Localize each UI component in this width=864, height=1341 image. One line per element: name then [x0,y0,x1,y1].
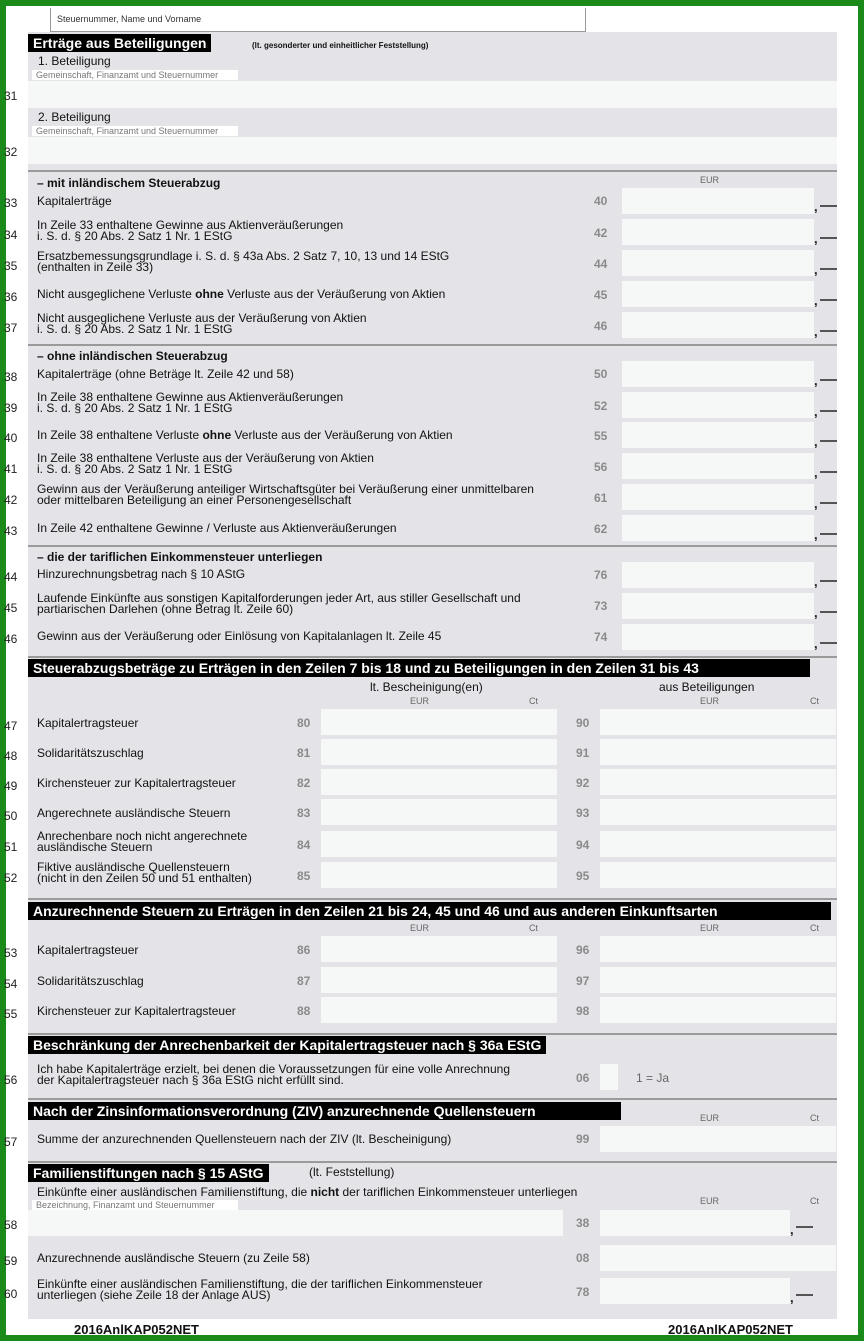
divider [28,545,837,547]
amount-input[interactable] [622,562,814,588]
divider [28,170,837,172]
name-field-label: Steuernummer, Name und Vorname [57,14,202,24]
beteiligung-1-hint: Gemeinschaft, Finanzamt und Steuernummer [32,70,238,80]
field-code: 91 [576,746,590,760]
label-part: Verluste aus der Veräußerung von Aktien [223,287,446,301]
row-label: Solidaritätszuschlag [37,746,144,760]
line-number: 45 [4,601,18,615]
row-label: Anzurechnende ausländische Steuern (zu Zeile 58) [37,1251,310,1265]
row-label: Ich habe Kapitalerträge erzielt, bei denen die Voraussetzungen für eine volle Anrechnung der Kapitalertragsteuer nach § 36a EStG nicht erfüllt sind. [37,1062,510,1087]
col-header-bescheinigung: lt. Bescheinigung(en) [370,680,483,694]
eur-unit: EUR [700,175,720,185]
subsection-title-ohne: – ohne inländischen Steuerabzug [37,349,228,363]
field-code: 45 [594,288,608,302]
cents-dash [820,330,837,332]
amount-input[interactable] [600,967,836,993]
decimal-comma: , [814,434,818,449]
row-label: Hinzurechnungsbetrag nach § 10 AStG [37,567,246,581]
cents-dash [820,379,837,381]
field-code: 80 [297,716,311,730]
label-part: Einkünfte einer ausländischen Familienstiftung, die [37,1185,311,1199]
field-code: 50 [594,367,608,381]
line-number: 56 [4,1073,18,1087]
line-number: 44 [4,570,18,584]
amount-input[interactable] [622,219,814,245]
line-number: 36 [4,290,18,304]
field-code: 08 [576,1251,590,1265]
field-code: 97 [576,974,590,988]
amount-input[interactable] [600,997,836,1023]
option-hint: 1 = Ja [636,1071,670,1085]
field-code: 96 [576,943,590,957]
field-code: 73 [594,599,608,613]
eur-unit: EUR [700,696,720,706]
cents-dash [820,580,837,582]
field-code: 81 [297,746,311,760]
row-label: Anrechenbare noch nicht angerechnete ausländische Steuern [37,829,248,854]
divider [28,1033,837,1035]
amount-input[interactable] [600,1210,790,1236]
divider [28,1161,837,1163]
field-code: 94 [576,838,590,852]
ct-unit: Ct [529,923,538,933]
field-code: 06 [576,1071,590,1085]
row-label: Gewinn aus der Veräußerung anteiliger Wirtschaftsgüter bei Veräußerung einer unmittelbaren oder mittelbaren Beteiligung an einer Personengesellschaft [37,482,534,507]
field-code: 93 [576,806,590,820]
section-title-familienstiftungen: Familienstiftungen nach § 15 AStG [28,1164,269,1182]
line-number: 31 [4,89,18,103]
decimal-comma: , [814,527,818,542]
field-code: 42 [594,226,608,240]
field-code: 76 [594,568,608,582]
ct-unit: Ct [810,1113,819,1123]
ct-unit: Ct [810,923,819,933]
decimal-comma: , [814,199,818,214]
cents-dash [820,410,837,412]
amount-input[interactable] [600,1126,836,1152]
ja-checkbox-input[interactable] [600,1064,618,1090]
field-code: 46 [594,319,608,333]
section-title-ziv: Nach der Zinsinformationsverordnung (ZIV) anzurechnende Quellensteuern [28,1102,621,1120]
cents-dash [820,471,837,473]
line-number: 40 [4,431,18,445]
field-code: 87 [297,974,311,988]
decimal-comma: , [814,605,818,620]
row-label: Kapitalerträge (ohne Beträge lt. Zeile 42 und 58) [37,367,294,381]
stiftung-hint: Bezeichnung, Finanzamt und Steuernummer [32,1200,238,1210]
label-bold: nicht [310,1185,340,1199]
decimal-comma: , [814,262,818,277]
eur-unit: EUR [700,923,720,933]
label-bold: ohne [202,428,232,442]
decimal-comma: , [790,1290,794,1305]
field-code: 55 [594,429,608,443]
amount-input[interactable] [622,593,814,619]
amount-input[interactable] [622,188,814,214]
line-number: 54 [4,977,18,991]
amount-input[interactable] [321,997,557,1023]
row-label: In Zeile 38 enthaltene Gewinne aus Aktienveräußerungen i. S. d. § 20 Abs. 2 Satz 1 Nr. 1 EStG [37,390,344,415]
amount-input[interactable] [600,831,836,857]
beteiligung-1-input[interactable] [28,81,837,108]
cents-dash [820,611,837,613]
field-code: 38 [576,1216,590,1230]
eur-unit: EUR [700,1196,720,1206]
cents-dash [820,642,837,644]
cents-dash [820,205,837,207]
row-label: In Zeile 38 enthaltene Verluste aus der Veräußerung von Aktien i. S. d. § 20 Abs. 2 Satz 1 Nr. 1 EStG [37,451,374,476]
field-code: 82 [297,776,311,790]
line-number: 42 [4,493,18,507]
amount-input[interactable] [600,769,836,795]
divider [28,1098,837,1100]
label-part: der tariflichen Einkommensteuer unterliegen [339,1185,578,1199]
field-code: 62 [594,522,608,536]
amount-input[interactable] [321,831,557,857]
subsection-title-tariflich: – die der tariflichen Einkommensteuer unterliegen [37,550,323,564]
line-number: 59 [4,1254,18,1268]
row-label: Kirchensteuer zur Kapitalertragsteuer [37,776,236,790]
line-number: 39 [4,401,18,415]
field-code: 98 [576,1004,590,1018]
eur-unit: EUR [700,1113,720,1123]
form-id-left: 2016AnlKAP052NET [74,1322,199,1337]
label-bold: ohne [195,287,224,301]
section-title-steuerabzug: Steuerabzugsbeträge zu Erträgen in den Zeilen 7 bis 18 und zu Beteiligungen in den Zeilen 31 bis 43 [28,659,810,677]
row-label: Laufende Einkünfte aus sonstigen Kapitalforderungen jeder Art, aus stiller Gesellschaft und partiarischen Darlehen (ohne Betrag lt. Zeile 60) [37,591,521,616]
section-note: (lt. Feststellung) [309,1165,395,1179]
cents-dash [820,237,837,239]
field-code: 74 [594,630,608,644]
cents-dash [796,1226,813,1228]
decimal-comma: , [814,324,818,339]
field-code: 95 [576,869,590,883]
row-label: Ersatzbemessungsgrundlage i. S. d. § 43a Abs. 2 Satz 7, 10, 13 und 14 EStG (enthalten in Zeile 33) [37,249,450,274]
decimal-comma: , [814,293,818,308]
section-title-36a: Beschränkung der Anrechenbarkeit der Kapitalertragsteuer nach § 36a EStG [28,1036,546,1054]
field-code: 61 [594,491,608,505]
beteiligung-1-label: 1. Beteiligung [38,54,111,68]
label-part: In Zeile 38 enthaltene Verluste [37,428,203,442]
row-label: Kapitalerträge [37,194,112,208]
form-id-right: 2016AnlKAP052NET [668,1322,793,1337]
ct-unit: Ct [810,696,819,706]
amount-input[interactable] [622,312,814,338]
field-code: 83 [297,806,311,820]
line-number: 32 [4,145,18,159]
line-number: 58 [4,1218,18,1232]
field-code: 88 [297,1004,311,1018]
field-code: 44 [594,257,608,271]
amount-input[interactable] [622,281,814,307]
field-code: 56 [594,460,608,474]
line-number: 50 [4,809,18,823]
amount-input[interactable] [321,862,557,888]
intro-text [37,1187,577,1198]
row-label: Summe der anzurechnenden Quellensteuern nach der ZIV (lt. Bescheinigung) [37,1132,452,1146]
row-label: Gewinn aus der Veräußerung oder Einlösung von Kapitalanlagen lt. Zeile 45 [37,629,442,643]
row-label: Kapitalertragsteuer [37,943,139,957]
divider [28,898,837,900]
divider [28,656,837,658]
decimal-comma: , [814,636,818,651]
amount-input[interactable] [600,936,836,962]
field-code: 85 [297,869,311,883]
line-number: 57 [4,1135,18,1149]
amount-input[interactable] [622,422,814,448]
row-label: Kapitalertragsteuer [37,716,139,730]
amount-input[interactable] [622,392,814,418]
amount-input[interactable] [600,1245,836,1271]
line-number: 60 [4,1287,18,1301]
field-code: 90 [576,716,590,730]
stiftung-name-input[interactable] [28,1210,563,1236]
line-number: 38 [4,370,18,384]
subsection-title-mit: – mit inländischem Steuerabzug [37,176,221,190]
line-number: 47 [4,719,18,733]
beteiligung-2-label: 2. Beteiligung [38,110,111,124]
cents-dash [820,299,837,301]
row-label [37,430,453,441]
beteiligung-2-input[interactable] [28,137,837,164]
cents-dash [820,502,837,504]
amount-input[interactable] [321,936,557,962]
section-title-beteiligungen: Erträge aus Beteiligungen [28,34,211,52]
col-header-beteiligungen: aus Beteiligungen [659,680,755,694]
decimal-comma: , [814,404,818,419]
line-number: 46 [4,632,18,646]
decimal-comma: , [814,373,818,388]
amount-input[interactable] [600,862,836,888]
amount-input[interactable] [622,484,814,510]
field-code: 99 [576,1132,590,1146]
decimal-comma: , [814,465,818,480]
cents-dash [796,1294,813,1296]
amount-input[interactable] [600,799,836,825]
divider [28,344,837,346]
section-title-anzurechnende-steuern: Anzurechnende Steuern zu Erträgen in den Zeilen 21 bis 24, 45 und 46 und aus anderen Einkunftsarten [28,902,831,920]
amount-input[interactable] [600,739,836,765]
amount-input[interactable] [321,769,557,795]
line-number: 48 [4,749,18,763]
decimal-comma: , [814,231,818,246]
label-part: Verluste aus der Veräußerung von Aktien [231,428,453,442]
row-label: Angerechnete ausländische Steuern [37,806,231,820]
field-code: 40 [594,194,608,208]
beteiligung-2-hint: Gemeinschaft, Finanzamt und Steuernummer [32,126,238,136]
row-label: Nicht ausgeglichene Verluste aus der Veräußerung von Aktien i. S. d. § 20 Abs. 2 Satz 1 Nr. 1 EStG [37,311,367,336]
amount-input[interactable] [622,250,814,276]
cents-dash [820,440,837,442]
line-number: 37 [4,321,18,335]
amount-input[interactable] [622,453,814,479]
label-part: Nicht ausgeglichene Verluste [37,287,196,301]
field-code: 86 [297,943,311,957]
amount-input[interactable] [600,709,836,735]
amount-input[interactable] [600,1278,790,1304]
row-label: Solidaritätszuschlag [37,974,144,988]
line-number: 35 [4,259,18,273]
line-number: 41 [4,462,18,476]
row-label [37,289,445,300]
line-number: 49 [4,779,18,793]
row-label: Kirchensteuer zur Kapitalertragsteuer [37,1004,236,1018]
decimal-comma: , [790,1222,794,1237]
decimal-comma: , [814,496,818,511]
line-number: 53 [4,946,18,960]
field-code: 52 [594,399,608,413]
ct-unit: Ct [810,1196,819,1206]
row-label: In Zeile 42 enthaltene Gewinne / Verluste aus Aktienveräußerungen [37,521,397,535]
amount-input[interactable] [321,967,557,993]
field-code: 92 [576,776,590,790]
line-number: 43 [4,524,18,538]
eur-unit: EUR [410,696,430,706]
line-number: 51 [4,840,18,854]
line-number: 52 [4,871,18,885]
amount-input[interactable] [321,739,557,765]
decimal-comma: , [814,574,818,589]
amount-input[interactable] [622,515,814,541]
row-label: Fiktive ausländische Quellensteuern (nicht in den Zeilen 50 und 51 enthalten) [37,860,252,885]
cents-dash [820,533,837,535]
amount-input[interactable] [622,361,814,387]
row-label: Einkünfte einer ausländischen Familienstiftung, die der tariflichen Einkommensteuer unterliegen (siehe Zeile 18 der Anlage AUS) [37,1277,483,1302]
cents-dash [820,268,837,270]
amount-input[interactable] [321,709,557,735]
line-number: 34 [4,228,18,242]
row-label: In Zeile 33 enthaltene Gewinne aus Aktienveräußerungen i. S. d. § 20 Abs. 2 Satz 1 Nr. 1 EStG [37,218,344,243]
section-note: (lt. gesonderter und einheitlicher Feststellung) [252,41,429,50]
amount-input[interactable] [321,799,557,825]
line-number: 33 [4,196,18,210]
field-code: 84 [297,838,311,852]
amount-input[interactable] [622,624,814,650]
name-field[interactable] [50,8,586,32]
line-number: 55 [4,1007,18,1021]
eur-unit: EUR [410,923,430,933]
field-code: 78 [576,1285,590,1299]
ct-unit: Ct [529,696,538,706]
